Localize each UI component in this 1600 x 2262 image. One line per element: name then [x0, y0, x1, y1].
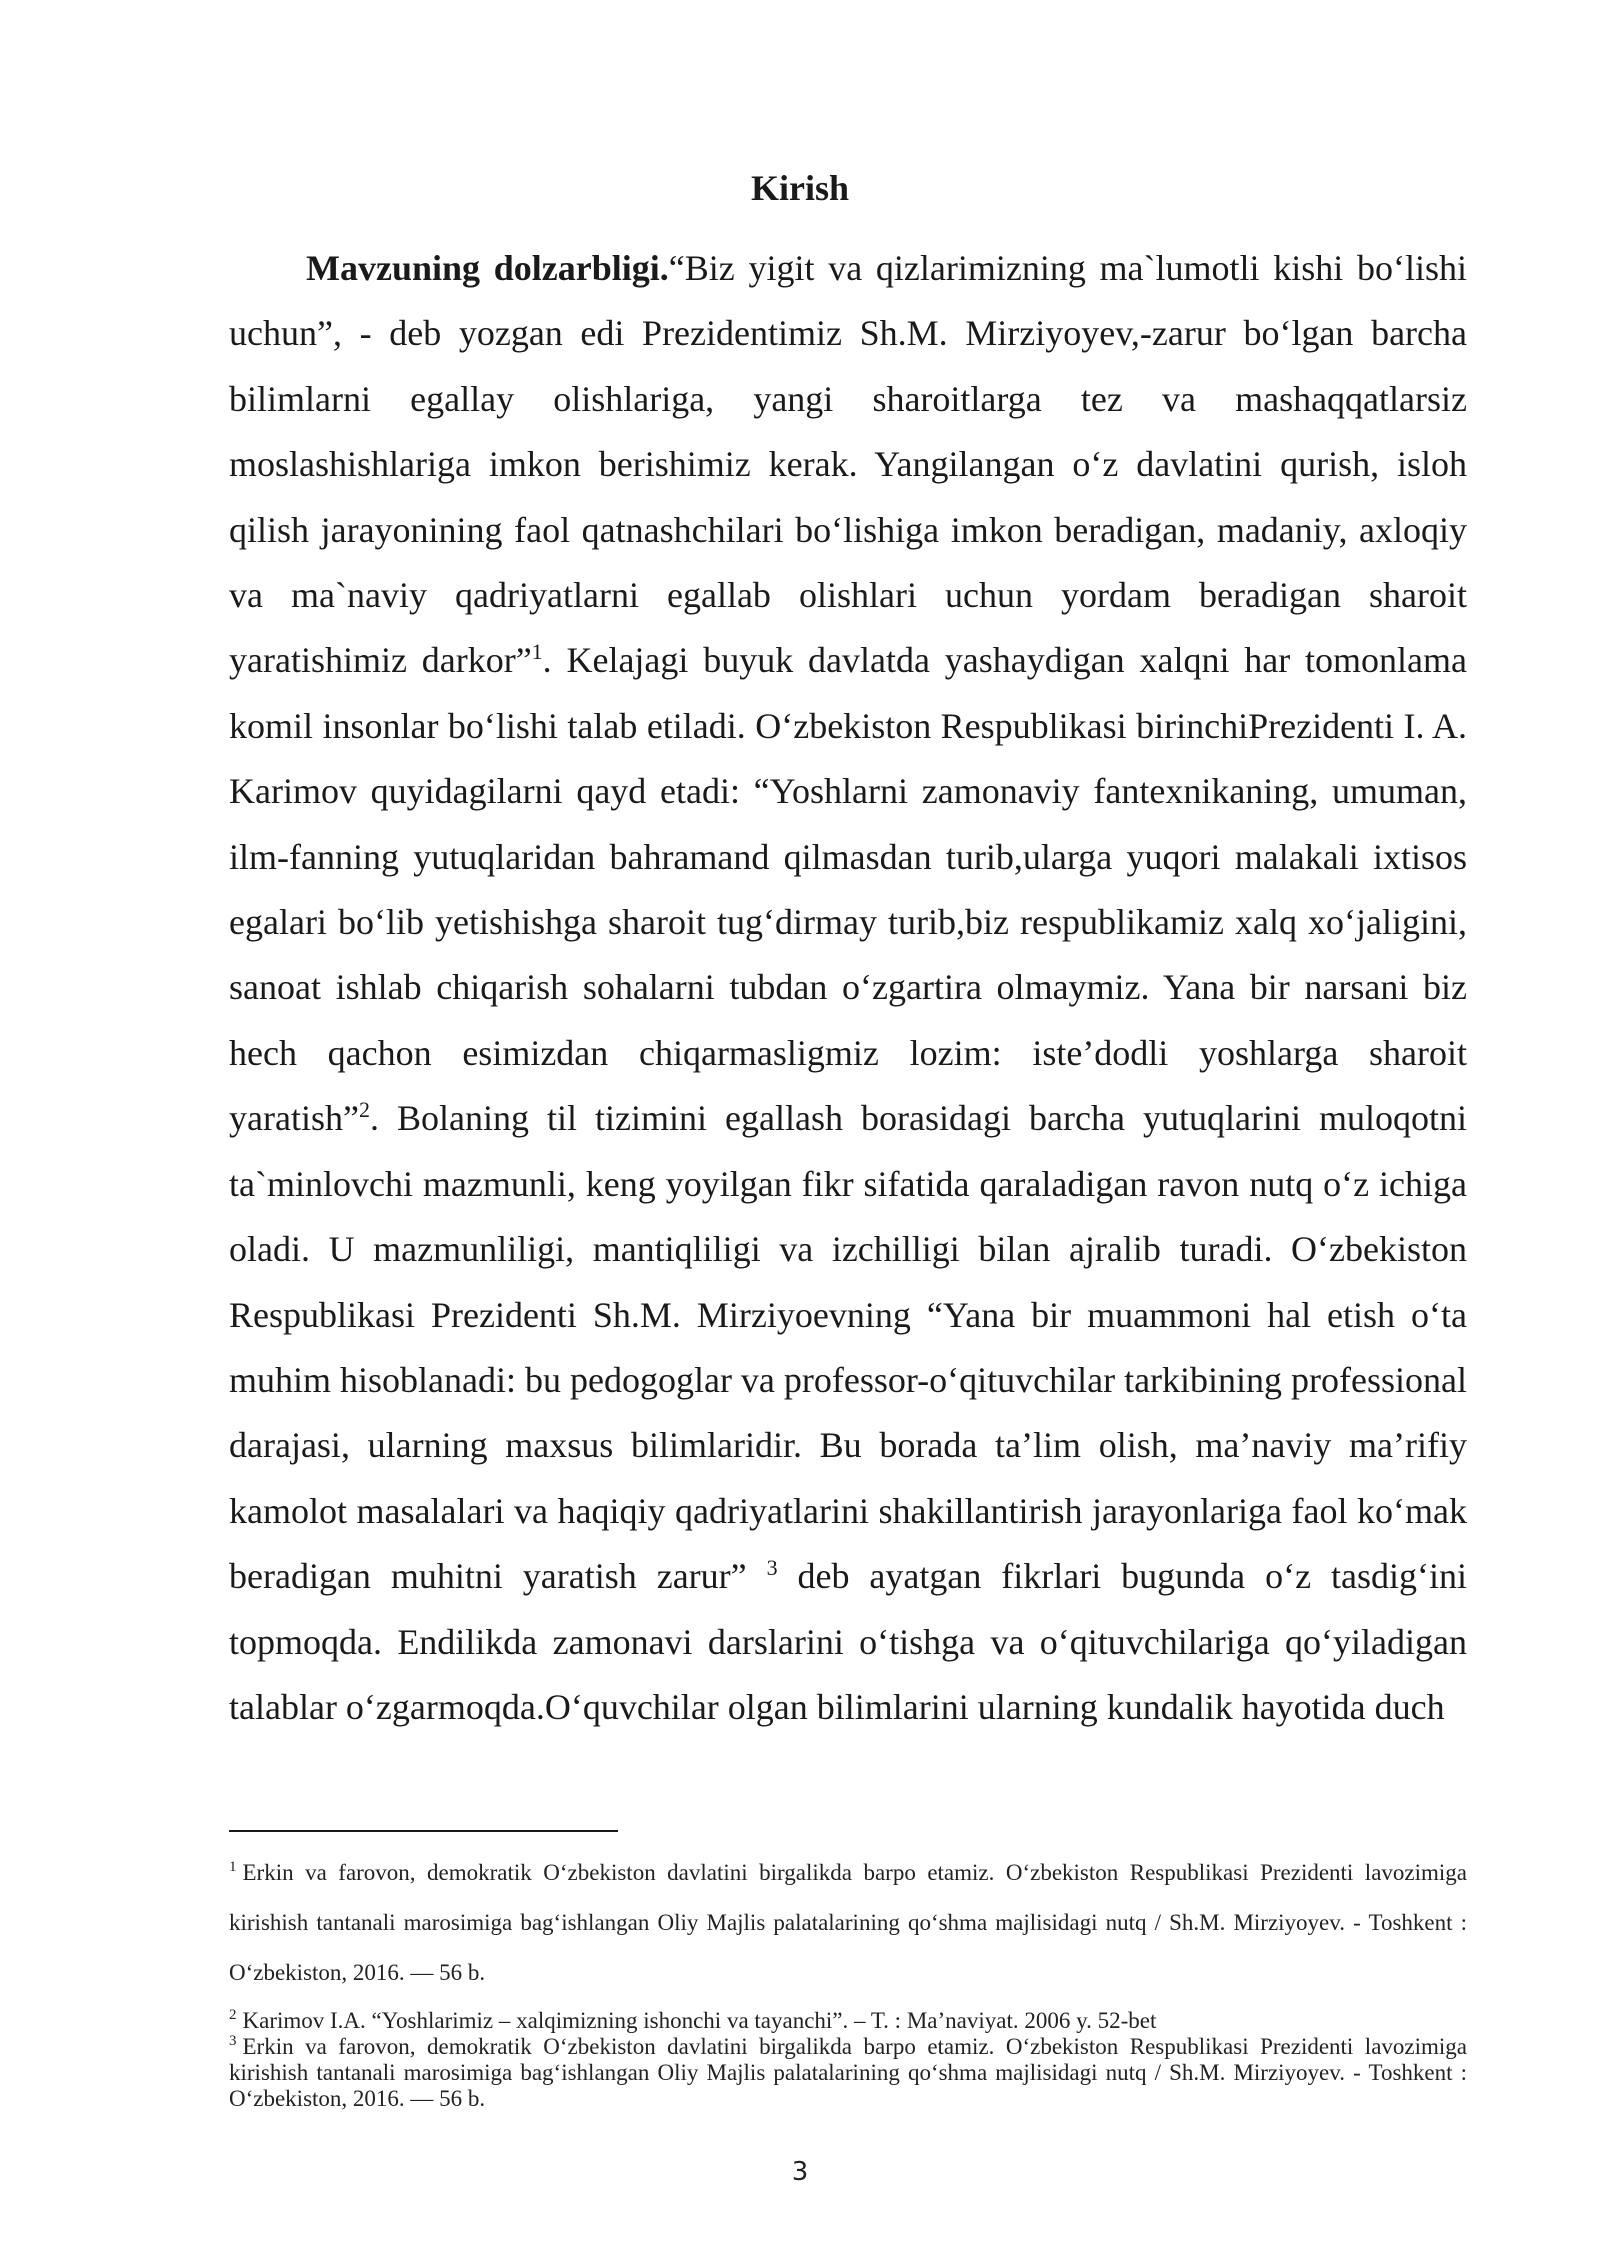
- footnote-2: [229, 2008, 1467, 2034]
- body-paragraph: [229, 236, 1467, 1740]
- paragraph-lead: Mavzuning dolzarbligi.: [306, 248, 669, 288]
- page-number: 3: [791, 2157, 809, 2187]
- footnote-separator: [229, 1830, 618, 1832]
- footnote-reference-2[interactable]: 2: [358, 1097, 370, 1123]
- paragraph-text-4: deb ayatgan fikrlari bugunda o‘z tasdig‘ini topmoqda. Endilikda zamonavi darslarini o‘tishga va o‘qituvchilariga qo‘yiladigan talablar o‘zgarmoqda.O‘quvchilar olgan bilimlarini ularning kundalik hayotida duch: [229, 1556, 1467, 1727]
- footnote-text-3: Erkin va farovon, demokratik O‘zbekiston davlatini birgalikda barpo etamiz. O‘zbekiston Respublikasi Prezidenti lavozimiga kirishish tantanali marosimiga bag‘ishlangan Oliy Majlis palatalarining qo‘shma majlisidagi nutq / Sh.M. Mirziyoyev. - Toshkent : O‘zbekiston, 2016. — 56 b.: [229, 2034, 1467, 2111]
- footnote-1: [229, 1848, 1467, 1998]
- footnote-text-1: Erkin va farovon, demokratik O‘zbekiston davlatini birgalikda barpo etamiz. O‘zbekiston Respublikasi Prezidenti lavozimiga kirishish tantanali marosimiga bag‘ishlangan Oliy Majlis palatalarining qo‘shma majlisidagi nutq / Sh.M. Mirziyoyev. - Toshkent : O‘zbekiston, 2016. — 56 b.: [229, 1860, 1467, 1985]
- paragraph-text-1: “Biz yigit va qizlarimizning ma`lumotli kishi bo‘lishi uchun”, - deb yozgan edi Prezidentimiz Sh.M. Mirziyoyev,-zarur bo‘lgan barcha bilimlarni egallay olishlariga, yangi sharoitlarga tez va mashaqqatlarsiz moslashishlariga imkon berishimiz kerak. Yangilangan o‘z davlatini qurish, isloh qilish jarayonining faol qatnashchilari bo‘lishiga imkon beradigan, madaniy, axloqiy va ma`naviy qadriyatlarni egallab olishlari uchun yordam beradigan sharoit yaratishimiz darkor”: [229, 248, 1468, 681]
- page-title: Kirish: [750, 168, 849, 208]
- footnote-reference-3[interactable]: 3: [766, 1555, 778, 1581]
- footnote-reference-1[interactable]: 1: [531, 639, 543, 665]
- paragraph-text-2: . Kelajagi buyuk davlatda yashaydigan xalqni har tomonlama komil insonlar bo‘lishi talab etiladi. O‘zbekiston Respublikasi birinchiPrezidenti I. A. Karimov quyidagilarni qayd etadi: “Yoshlarni zamonaviy fantexnikaning, umuman, ilm-fanning yutuqlaridan bahramand qilmasdan turib,ularga yuqori malakali ixtisos egalari bo‘lib yetishishga sharoit tug‘dirmay turib,biz respublikamiz xalq xo‘jaligini, sanoat ishlab chiqarish sohalarni tubdan o‘zgartira olmaymiz. Yana bir narsani biz hech qachon esimizdan chiqarmasligmiz lozim: iste’dodli yoshlarga sharoit yaratish”: [229, 640, 1467, 1139]
- footnote-number-2: 2: [229, 2007, 237, 2024]
- paragraph-text-3: . Bolaning til tizimini egallash borasidagi barcha yutuqlarini muloqotni ta`minlovchi mazmunli, keng yoyilgan fikr sifatida qaraladigan ravon nutq o‘z ichiga oladi. U mazmunliligi, mantiqliligi va izchilligi bilan ajralib turadi. O‘zbekiston Respublikasi Prezidenti Sh.M. Mirziyoevning “Yana bir muammoni hal etish o‘ta muhim hisoblanadi: bu pedogoglar va professor-o‘qituvchilar tarkibining professional darajasi, ularning maxsus bilimlaridir. Bu borada ta’lim olish, ma’naviy ma’rifiy kamolot masalalari va haqiqiy qadriyatlarini shakillantirish jarayonlariga faol ko‘mak beradigan muhitni yaratish zarur”: [229, 1098, 1468, 1597]
- footnote-text-2: Karimov I.A. “Yoshlarimiz – xalqimizning ishonchi va tayanchi”. – T. : Ma’naviyat. 2006 y. 52-bet: [242, 2008, 1157, 2033]
- footnote-number-3: 3: [229, 2033, 237, 2050]
- footnote-3: [229, 2034, 1467, 2112]
- footnote-number-1: 1: [229, 1859, 237, 1876]
- footnotes: [229, 1848, 1467, 2112]
